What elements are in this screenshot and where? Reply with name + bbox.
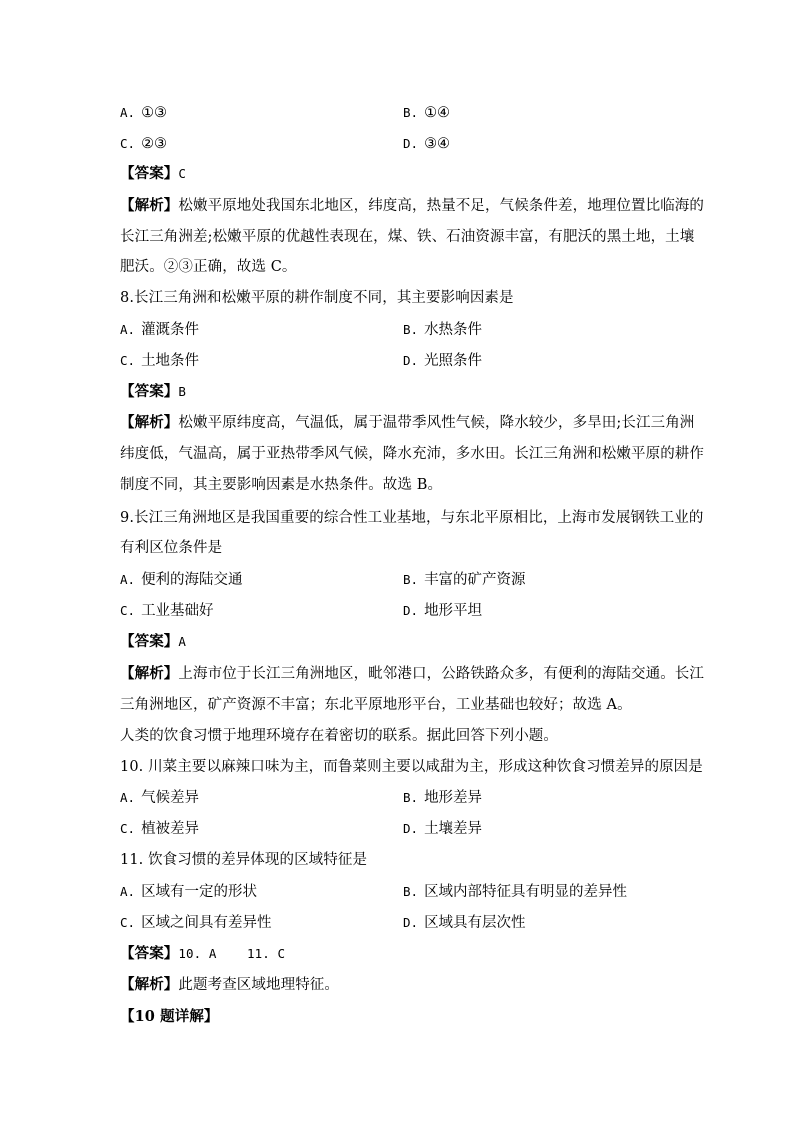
q8-option-b: [403, 320, 482, 340]
q8-option-a: [120, 320, 199, 340]
option-text: 地形差异: [424, 790, 483, 806]
q11-stem: 11. 饮食习惯的差异体现的区域特征是: [120, 852, 368, 868]
q10-option-d: [403, 819, 482, 839]
q9-analysis-line-1: [120, 664, 704, 684]
option-letter: B.: [403, 884, 419, 899]
option-text: ③④: [424, 136, 451, 152]
option-letter: A.: [120, 105, 136, 120]
analysis-text: 上海市位于长江三角洲地区，毗邻港口，公路铁路众多，有便利的海陆交通。长江: [178, 666, 705, 682]
analysis-label: 【解析】: [120, 197, 179, 214]
option-letter: A.: [120, 884, 136, 899]
option-letter: C.: [120, 603, 136, 618]
option-text: 光照条件: [424, 353, 483, 369]
option-letter: C.: [120, 915, 136, 930]
q10-stem: 10. 川菜主要以麻辣口味为主，而鲁菜则主要以咸甜为主，形成这种饮食习惯差异的原因是: [120, 759, 703, 775]
option-letter: C.: [120, 136, 136, 151]
answer-label: 【答案】: [120, 633, 179, 650]
option-text: 植被差异: [141, 821, 200, 837]
option-letter: C.: [120, 353, 136, 368]
q11-option-c: [120, 913, 272, 933]
q7-option-a: [120, 103, 167, 123]
q9-option-c: [120, 601, 214, 621]
q7-analysis-line-3: 肥沃。②③正确，故选 C。: [120, 259, 297, 275]
analysis-text: 此题考查区域地理特征。: [178, 977, 340, 993]
q8-option-c: [120, 351, 199, 371]
option-text: 区域具有层次性: [424, 915, 526, 931]
q9-answer: [120, 632, 186, 652]
answer-value: 10. A 11. C: [178, 946, 286, 961]
option-text: 水热条件: [424, 322, 483, 338]
option-letter: B.: [403, 105, 419, 120]
option-text: 地形平坦: [424, 603, 483, 619]
q7-analysis-line-2: 长江三角洲差;松嫩平原的优越性表现在，煤、铁、石油资源丰富，有肥沃的黑土地，土壤: [120, 229, 695, 245]
option-text: ②③: [141, 136, 168, 152]
q10-option-b: [403, 788, 482, 808]
option-text: ①③: [141, 105, 168, 121]
q10-option-a: [120, 788, 199, 808]
answer-value: A: [178, 634, 187, 649]
answer-label: 【答案】: [120, 383, 179, 400]
answer-label: 【答案】: [120, 165, 179, 182]
option-letter: B.: [403, 572, 419, 587]
q8-answer: [120, 382, 186, 402]
option-text: 丰富的矿产资源: [424, 572, 526, 588]
answer-value: C: [178, 166, 187, 181]
option-letter: A.: [120, 572, 136, 587]
option-letter: A.: [120, 322, 136, 337]
analysis-text: 松嫩平原地处我国东北地区，纬度高，热量不足，气候条件差，地理位置比临海的: [178, 198, 705, 214]
q9-analysis-line-2: 三角洲地区，矿产资源不丰富；东北平原地形平台，工业基础也较好；故选 A。: [120, 697, 632, 713]
option-letter: D.: [403, 915, 419, 930]
option-text: 土地条件: [141, 353, 200, 369]
q8-option-d: [403, 351, 482, 371]
q8-analysis-line-3: 制度不同，其主要影响因素是水热条件。故选 B。: [120, 477, 443, 493]
q7-option-c: [120, 134, 167, 154]
q10-11-answer: [120, 944, 285, 964]
q11-option-d: [403, 913, 526, 933]
option-letter: D.: [403, 821, 419, 836]
option-letter: D.: [403, 136, 419, 151]
option-letter: C.: [120, 821, 136, 836]
q9-option-b: [403, 570, 526, 590]
q9-stem-line-1: 9.长江三角洲地区是我国重要的综合性工业基地，与东北平原相比，上海市发展钢铁工业的: [120, 510, 704, 526]
q11-option-b: [403, 882, 627, 902]
q7-analysis-line-1: [120, 196, 704, 216]
option-letter: B.: [403, 322, 419, 337]
q8-analysis-line-1: [120, 413, 694, 433]
q11-option-a: [120, 882, 257, 902]
q10-option-c: [120, 819, 199, 839]
analysis-label: 【解析】: [120, 414, 179, 431]
option-text: 区域内部特征具有明显的差异性: [424, 884, 628, 900]
q8-stem: 8.长江三角洲和松嫩平原的耕作制度不同，其主要影响因素是: [120, 290, 514, 306]
option-letter: D.: [403, 603, 419, 618]
option-text: 灌溉条件: [141, 322, 200, 338]
analysis-text: 松嫩平原纬度高，气温低，属于温带季风性气候，降水较少，多旱田;长江三角洲: [178, 415, 695, 431]
q7-answer: [120, 164, 186, 184]
q7-option-b: [403, 103, 450, 123]
option-text: 区域之间具有差异性: [141, 915, 272, 931]
q10-detail-heading: 【10 题详解】: [120, 1008, 219, 1025]
option-text: 便利的海陆交通: [141, 572, 243, 588]
q10-11-analysis: [120, 975, 339, 995]
q7-option-d: [403, 134, 450, 154]
option-letter: A.: [120, 790, 136, 805]
analysis-label: 【解析】: [120, 976, 179, 993]
option-letter: B.: [403, 790, 419, 805]
section-intro: 人类的饮食习惯于地理环境存在着密切的联系。据此回答下列小题。: [120, 728, 558, 744]
q9-option-a: [120, 570, 243, 590]
q9-option-d: [403, 601, 482, 621]
q9-stem-line-2: 有利区位条件是: [120, 540, 223, 556]
answer-label: 【答案】: [120, 945, 179, 962]
option-text: 气候差异: [141, 790, 200, 806]
q8-analysis-line-2: 纬度低，气温高，属于亚热带季风气候，降水充沛，多水田。长江三角洲和松嫩平原的耕作: [120, 446, 704, 462]
answer-value: B: [178, 384, 187, 399]
option-text: ①④: [424, 105, 451, 121]
option-text: 区域有一定的形状: [141, 884, 258, 900]
analysis-label: 【解析】: [120, 665, 179, 682]
option-letter: D.: [403, 353, 419, 368]
option-text: 土壤差异: [424, 821, 483, 837]
option-text: 工业基础好: [141, 603, 214, 619]
